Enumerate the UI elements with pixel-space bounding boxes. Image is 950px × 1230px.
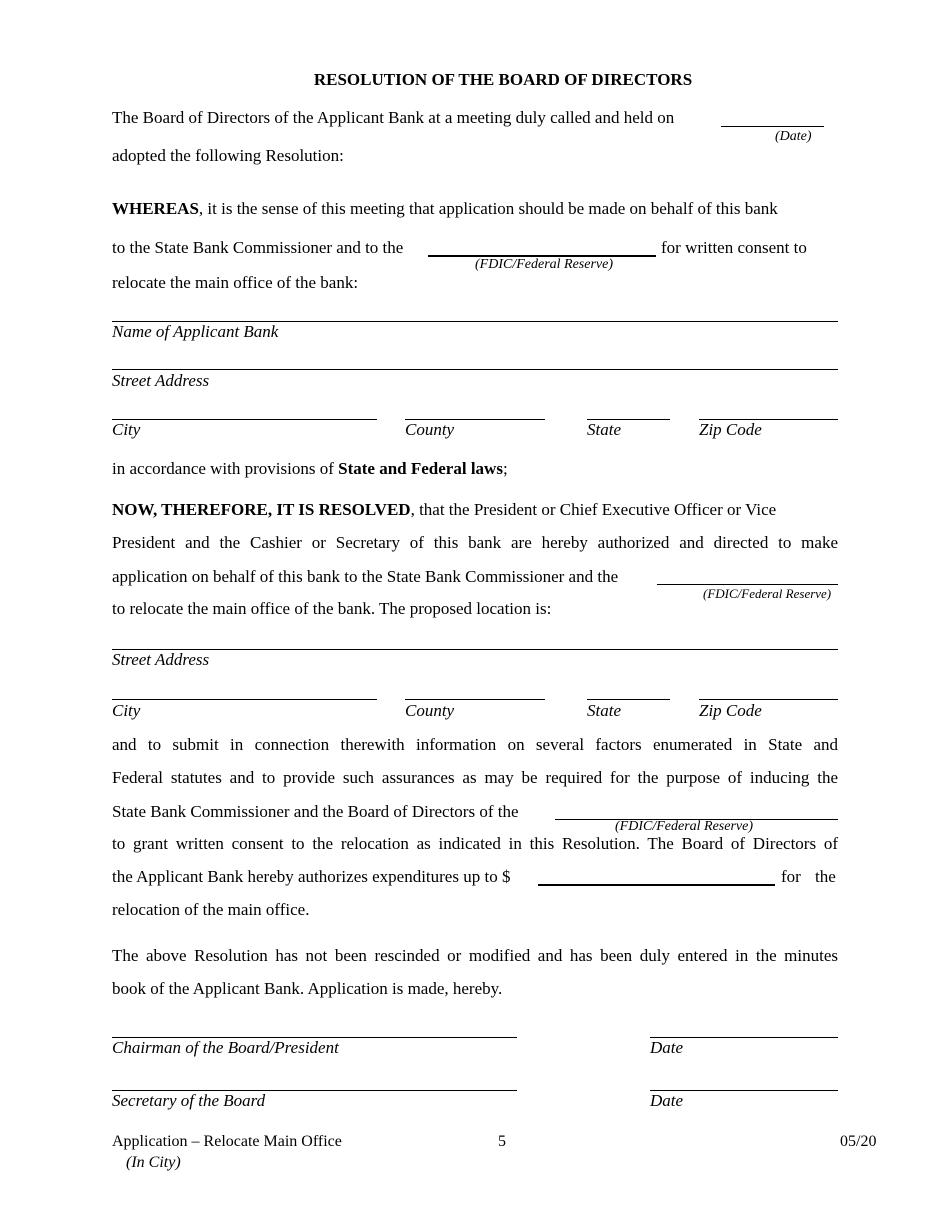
agency-field-2[interactable]	[657, 584, 838, 585]
secretary-label: Secretary of the Board	[112, 1091, 266, 1110]
accordance-laws: State and Federal laws	[338, 459, 503, 478]
bank-name-label: Name of Applicant Bank	[112, 322, 279, 341]
resolved-lead: NOW, THEREFORE, IT IS RESOLVED	[112, 500, 411, 519]
proposed-zip-field[interactable]	[699, 699, 838, 700]
whereas-lead: WHEREAS	[112, 199, 199, 218]
proposed-street-label: Street Address	[112, 650, 210, 669]
proposed-zip-label: Zip Code	[699, 701, 762, 720]
intro-line-1: The Board of Directors of the Applicant Bank at a meeting duly called and held on	[112, 108, 675, 127]
agency-caption-3: (FDIC/Federal Reserve)	[615, 819, 753, 834]
whereas-line-1	[112, 199, 778, 219]
resolved-line-3: application on behalf of this bank to the State Bank Commissioner and the	[112, 567, 619, 586]
resolved-line-1-text: , that the President or Chief Executive Officer or Vice	[410, 500, 777, 519]
secretary-date-label: Date	[650, 1091, 684, 1110]
chairman-label: Chairman of the Board/President	[112, 1038, 339, 1057]
submit-line-4: to grant written consent to the relocation as indicated in this Resolution. The Board of Directors of	[112, 834, 838, 853]
footer-page-number: 5	[498, 1133, 506, 1150]
proposed-state-label: State	[587, 701, 621, 720]
state-label: State	[587, 420, 621, 439]
submit-line-3: State Bank Commissioner and the Board of Directors of the	[112, 802, 519, 821]
document-title: RESOLUTION OF THE BOARD OF DIRECTORS	[313, 70, 693, 89]
agency-caption-1: (FDIC/Federal Reserve)	[475, 257, 613, 272]
proposed-street-field[interactable]	[112, 649, 838, 650]
proposed-county-label: County	[405, 701, 455, 720]
county-label: County	[405, 420, 455, 439]
whereas-line-3: relocate the main office of the bank:	[112, 273, 359, 292]
resolved-line-1	[112, 500, 838, 520]
proposed-state-field[interactable]	[587, 699, 670, 700]
submit-line-2: Federal statutes and to provide such assurances as may be required for the purpose of inducing the	[112, 768, 838, 787]
street-address-field[interactable]	[112, 369, 838, 370]
whereas-line-1-text: , it is the sense of this meeting that application should be made on behalf of this bank	[198, 199, 778, 218]
submit-line-5b: for	[781, 867, 801, 886]
footer-form-sub: (In City)	[126, 1154, 181, 1171]
street-address-label: Street Address	[112, 371, 210, 390]
meeting-date-field[interactable]	[721, 126, 824, 127]
footer-form-name: Application – Relocate Main Office	[112, 1133, 342, 1150]
agency-caption-2: (FDIC/Federal Reserve)	[703, 586, 832, 601]
resolved-line-4: to relocate the main office of the bank. The proposed location is:	[112, 599, 552, 618]
whereas-line-2b: for written consent to	[661, 238, 807, 257]
city-field[interactable]	[112, 419, 377, 420]
submit-line-6: relocation of the main office.	[112, 900, 310, 919]
expenditure-amount-field[interactable]	[538, 884, 775, 886]
resolved-line-2: President and the Cashier or Secretary of this bank are hereby authorized and directed to make	[112, 533, 838, 552]
whereas-line-2a: to the State Bank Commissioner and to the	[112, 238, 404, 257]
intro-line-2: adopted the following Resolution:	[112, 146, 344, 165]
submit-line-1: and to submit in connection therewith information on several factors enumerated in State and	[112, 735, 838, 754]
city-label: City	[112, 420, 141, 439]
chairman-date-label: Date	[650, 1038, 684, 1057]
accordance-prefix: in accordance with provisions of	[112, 459, 339, 478]
submit-line-5a: the Applicant Bank hereby authorizes expenditures up to $	[112, 867, 511, 886]
proposed-county-field[interactable]	[405, 699, 545, 700]
submit-line-5c: the	[815, 867, 836, 886]
proposed-city-label: City	[112, 701, 141, 720]
zip-code-label: Zip Code	[699, 420, 762, 439]
closing-line-1: The above Resolution has not been rescinded or modified and has been duly entered in the minutes	[112, 946, 838, 965]
footer-revision: 05/20	[840, 1133, 877, 1150]
accordance-suffix: ;	[502, 459, 508, 478]
closing-line-2: book of the Applicant Bank. Application is made, hereby.	[112, 979, 503, 998]
accordance-line	[112, 459, 508, 479]
proposed-city-field[interactable]	[112, 699, 377, 700]
date-caption: (Date)	[775, 129, 812, 144]
